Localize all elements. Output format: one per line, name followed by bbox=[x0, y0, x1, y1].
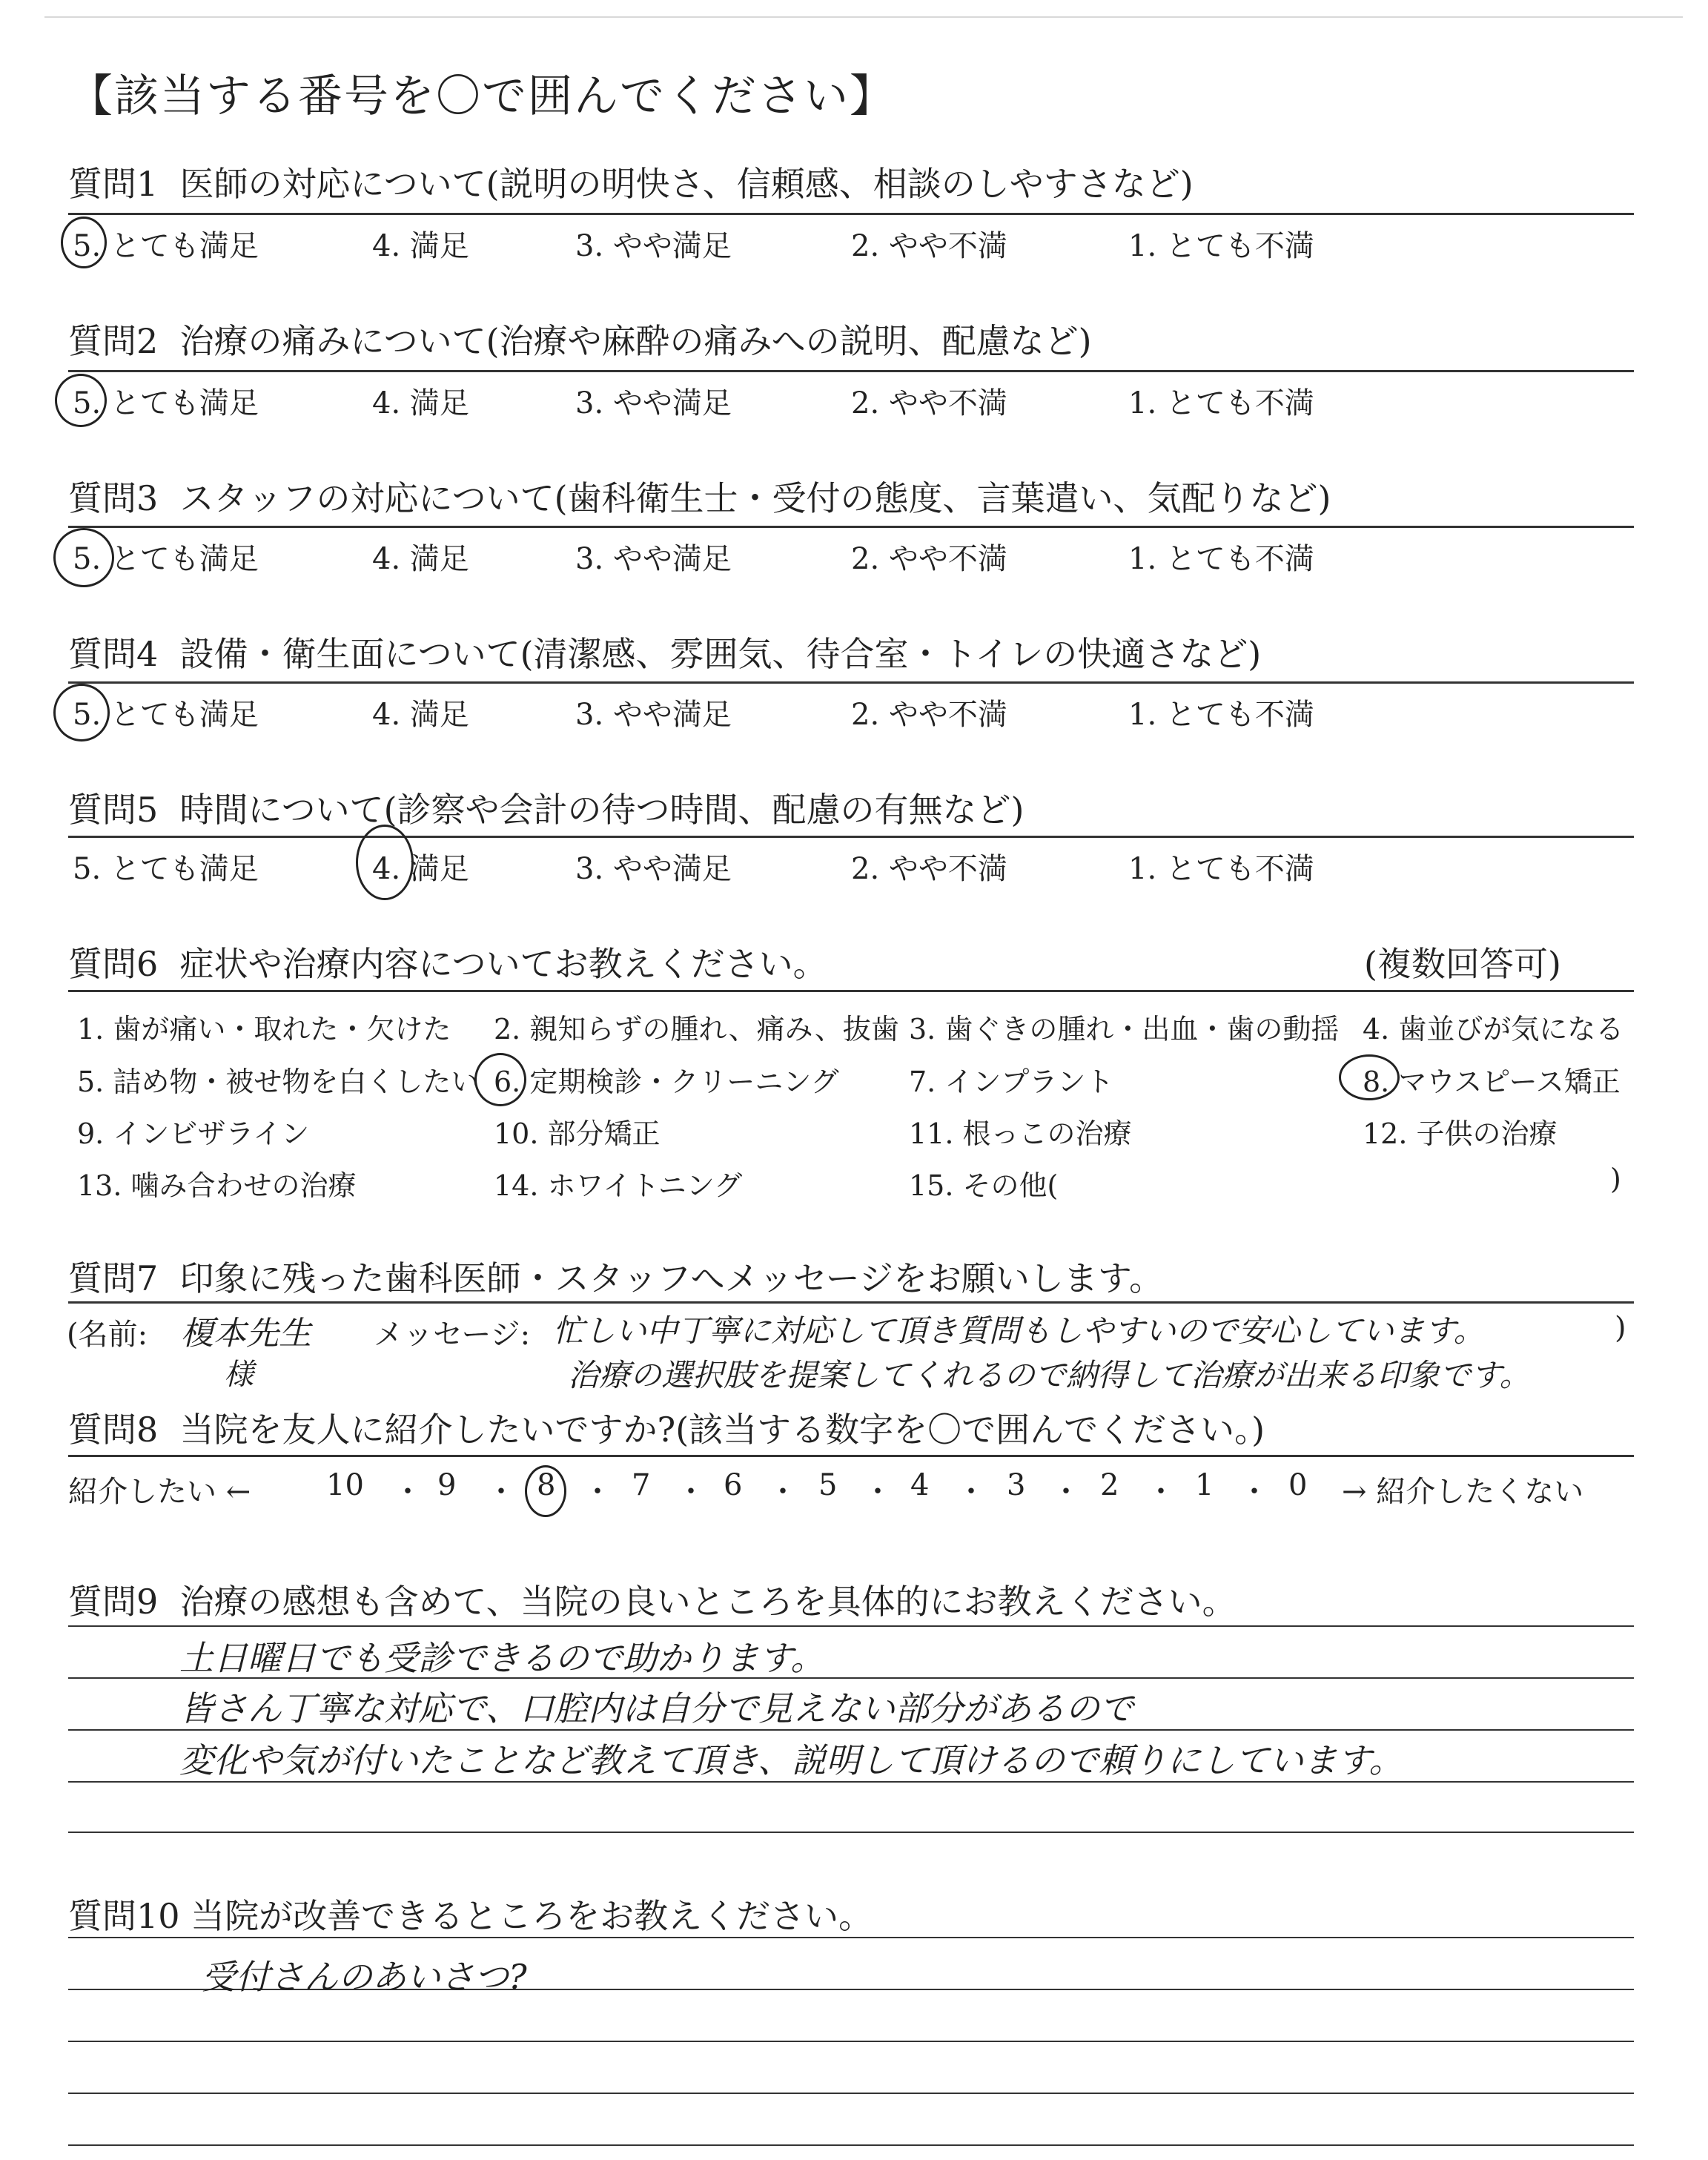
q8-left-label: 紹介したい ← bbox=[68, 1475, 251, 1509]
q6-item-15[interactable]: 15. その他( bbox=[909, 1169, 1059, 1202]
q8-dot: ・ bbox=[486, 1475, 516, 1509]
q6-item-12[interactable]: 12. 子供の治療 bbox=[1363, 1117, 1558, 1150]
question-5-rule bbox=[68, 836, 1634, 838]
q7-name-value: 榎本先生 bbox=[181, 1315, 311, 1353]
q8-scale-9[interactable]: 9 bbox=[437, 1468, 457, 1502]
q8-scale-7[interactable]: 7 bbox=[632, 1468, 651, 1502]
q9-answer-line-1: 土日曜日でも受診できるので助かります。 bbox=[179, 1638, 825, 1678]
q8-scale-0[interactable]: 0 bbox=[1288, 1468, 1308, 1502]
question-8: 質問8 当院を友人に紹介したいですか?(該当する数字を〇で囲んでください。) bbox=[68, 1410, 1265, 1450]
q4-option-5[interactable]: 5. とても満足 bbox=[73, 698, 259, 732]
q10-line-3 bbox=[68, 2041, 1634, 2042]
question-4-rule bbox=[68, 681, 1634, 684]
q3-option-2[interactable]: 2. やや不満 bbox=[851, 542, 1007, 576]
q8-scale-2[interactable]: 2 bbox=[1100, 1468, 1119, 1502]
q2-option-5[interactable]: 5. とても満足 bbox=[73, 386, 259, 420]
q6-item-6[interactable]: 6. 定期検診・クリーニング bbox=[494, 1066, 839, 1098]
q2-option-3[interactable]: 3. やや満足 bbox=[575, 386, 732, 420]
q5-option-3[interactable]: 3. やや満足 bbox=[575, 852, 732, 886]
q8-scale-3[interactable]: 3 bbox=[1007, 1468, 1026, 1502]
q6-item-8-selection-circle bbox=[1339, 1054, 1400, 1100]
q1-option-3[interactable]: 3. やや満足 bbox=[575, 229, 732, 263]
question-5: 質問5 時間について(診察や会計の待つ時間、配慮の有無など) bbox=[68, 790, 1025, 830]
q8-dot: ・ bbox=[1239, 1475, 1269, 1509]
q8-dot: ・ bbox=[1146, 1475, 1176, 1509]
q10-answer-line-1: 受付さんのあいさつ? bbox=[202, 1957, 527, 1997]
q6-item-2[interactable]: 2. 親知らずの腫れ、痛み、抜歯 bbox=[494, 1013, 899, 1046]
q6-item-1[interactable]: 1. 歯が痛い・取れた・欠けた bbox=[77, 1013, 451, 1046]
q6-item-4[interactable]: 4. 歯並びが気になる bbox=[1363, 1013, 1624, 1046]
q4-selection-circle bbox=[53, 684, 110, 742]
q5-option-5[interactable]: 5. とても満足 bbox=[73, 852, 259, 886]
q7-close-paren: ) bbox=[1615, 1311, 1626, 1345]
q4-option-1[interactable]: 1. とても不満 bbox=[1128, 698, 1314, 732]
q8-dot: ・ bbox=[863, 1475, 893, 1509]
q5-option-4[interactable]: 4. 満足 bbox=[372, 852, 469, 886]
q8-scale-5[interactable]: 5 bbox=[818, 1468, 838, 1502]
q1-option-2[interactable]: 2. やや不満 bbox=[851, 229, 1007, 263]
q8-dot: ・ bbox=[768, 1475, 798, 1509]
q8-scale-8[interactable]: 8 bbox=[537, 1468, 556, 1502]
q10-line-4 bbox=[68, 2093, 1634, 2094]
q6-item-5[interactable]: 5. 詰め物・被せ物を白くしたい bbox=[77, 1066, 480, 1098]
q6-item-13[interactable]: 13. 噛み合わせの治療 bbox=[77, 1169, 357, 1202]
page-title: 【該当する番号を〇で囲んでください】 bbox=[68, 70, 896, 122]
question-4: 質問4 設備・衛生面について(清潔感、雰囲気、待合室・トイレの快適さなど) bbox=[68, 634, 1262, 674]
q6-other-close: ) bbox=[1610, 1163, 1621, 1195]
question-2-rule bbox=[68, 370, 1634, 372]
q7-message-line-2: 治療の選択肢を提案してくれるので納得して治療が出来る印象です。 bbox=[568, 1357, 1531, 1393]
q6-multiple-note: (複数回答可) bbox=[1364, 944, 1561, 984]
q8-right-label: → 紹介したくない bbox=[1342, 1475, 1584, 1509]
q6-item-8[interactable]: 8. マウスピース矯正 bbox=[1363, 1066, 1621, 1098]
q8-dot: ・ bbox=[1051, 1475, 1081, 1509]
question-7: 質問7 印象に残った歯科医師・スタッフへメッセージをお願いします。 bbox=[68, 1258, 1164, 1298]
q10-line-5 bbox=[68, 2144, 1634, 2146]
question-6-rule bbox=[68, 990, 1634, 992]
q1-selection-circle bbox=[61, 217, 107, 268]
q9-line-5 bbox=[68, 1832, 1634, 1833]
question-3: 質問3 スタッフの対応について(歯科衛生士・受付の態度、言葉遣い、気配りなど) bbox=[68, 478, 1331, 518]
q8-scale-6[interactable]: 6 bbox=[724, 1468, 743, 1502]
q1-option-5[interactable]: 5. とても満足 bbox=[73, 229, 259, 263]
question-8-rule bbox=[68, 1455, 1634, 1457]
q6-item-9[interactable]: 9. インビザライン bbox=[77, 1117, 310, 1150]
q2-option-4[interactable]: 4. 満足 bbox=[372, 386, 469, 420]
q6-item-14[interactable]: 14. ホワイトニング bbox=[494, 1169, 743, 1202]
q5-option-1[interactable]: 1. とても不満 bbox=[1128, 852, 1314, 886]
q5-selection-circle bbox=[356, 825, 414, 900]
q8-dot: ・ bbox=[676, 1475, 706, 1509]
q2-selection-circle bbox=[55, 374, 107, 427]
q6-item-7[interactable]: 7. インプラント bbox=[909, 1066, 1114, 1098]
q7-name-label: (名前: bbox=[67, 1318, 148, 1352]
question-2: 質問2 治療の痛みについて(治療や麻酔の痛みへの説明、配慮など) bbox=[68, 321, 1092, 361]
q6-item-3[interactable]: 3. 歯ぐきの腫れ・出血・歯の動揺 bbox=[909, 1013, 1340, 1046]
q8-scale-1[interactable]: 1 bbox=[1195, 1468, 1214, 1502]
question-1-rule bbox=[68, 213, 1634, 215]
q8-scale-10[interactable]: 10 bbox=[326, 1468, 364, 1502]
q2-option-2[interactable]: 2. やや不満 bbox=[851, 386, 1007, 420]
top-border bbox=[44, 16, 1683, 18]
question-7-rule bbox=[68, 1301, 1634, 1304]
q4-option-2[interactable]: 2. やや不満 bbox=[851, 698, 1007, 732]
q6-item-11[interactable]: 11. 根っこの治療 bbox=[909, 1117, 1132, 1150]
q2-option-1[interactable]: 1. とても不満 bbox=[1128, 386, 1314, 420]
q5-option-2[interactable]: 2. やや不満 bbox=[851, 852, 1007, 886]
question-6: 質問6 症状や治療内容についてお教えください。 bbox=[68, 944, 827, 984]
q3-option-3[interactable]: 3. やや満足 bbox=[575, 542, 732, 576]
q8-scale-4[interactable]: 4 bbox=[910, 1468, 930, 1502]
q1-option-1[interactable]: 1. とても不満 bbox=[1128, 229, 1314, 263]
q7-name-honorific: 様 bbox=[224, 1358, 254, 1392]
q8-selection-circle bbox=[525, 1465, 566, 1517]
question-1: 質問1 医師の対応について(説明の明快さ、信頼感、相談のしやすさなど) bbox=[68, 164, 1194, 204]
q8-dot: ・ bbox=[583, 1475, 612, 1509]
q9-line-1 bbox=[68, 1625, 1634, 1627]
q3-option-1[interactable]: 1. とても不満 bbox=[1128, 542, 1314, 576]
question-9: 質問9 治療の感想も含めて、当院の良いところを具体的にお教えください。 bbox=[68, 1582, 1237, 1622]
question-3-rule bbox=[68, 526, 1634, 528]
question-10: 質問10 当院が改善できるところをお教えください。 bbox=[68, 1896, 873, 1936]
q6-item-10[interactable]: 10. 部分矯正 bbox=[494, 1117, 661, 1150]
q3-option-5[interactable]: 5. とても満足 bbox=[73, 542, 259, 576]
q3-option-4[interactable]: 4. 満足 bbox=[372, 542, 469, 576]
q3-selection-circle bbox=[53, 528, 114, 587]
q4-option-3[interactable]: 3. やや満足 bbox=[575, 698, 732, 732]
q6-item-6-selection-circle bbox=[474, 1053, 526, 1106]
q10-line-1 bbox=[68, 1937, 1634, 1938]
q7-message-line-1: 忙しい中丁寧に対応して頂き質問もしやすいので安心しています。 bbox=[553, 1312, 1485, 1349]
q4-option-4[interactable]: 4. 満足 bbox=[372, 698, 469, 732]
q9-answer-line-3: 変化や気が付いたことなど教えて頂き、説明して頂けるので頼りにしています。 bbox=[179, 1740, 1403, 1780]
q8-dot: ・ bbox=[956, 1475, 986, 1509]
q8-dot: ・ bbox=[393, 1475, 423, 1509]
q7-message-label: メッセージ: bbox=[374, 1318, 531, 1352]
q1-option-4[interactable]: 4. 満足 bbox=[372, 229, 469, 263]
q9-answer-line-2: 皆さん丁寧な対応で、口腔内は自分で見えない部分があるので bbox=[179, 1688, 1134, 1728]
